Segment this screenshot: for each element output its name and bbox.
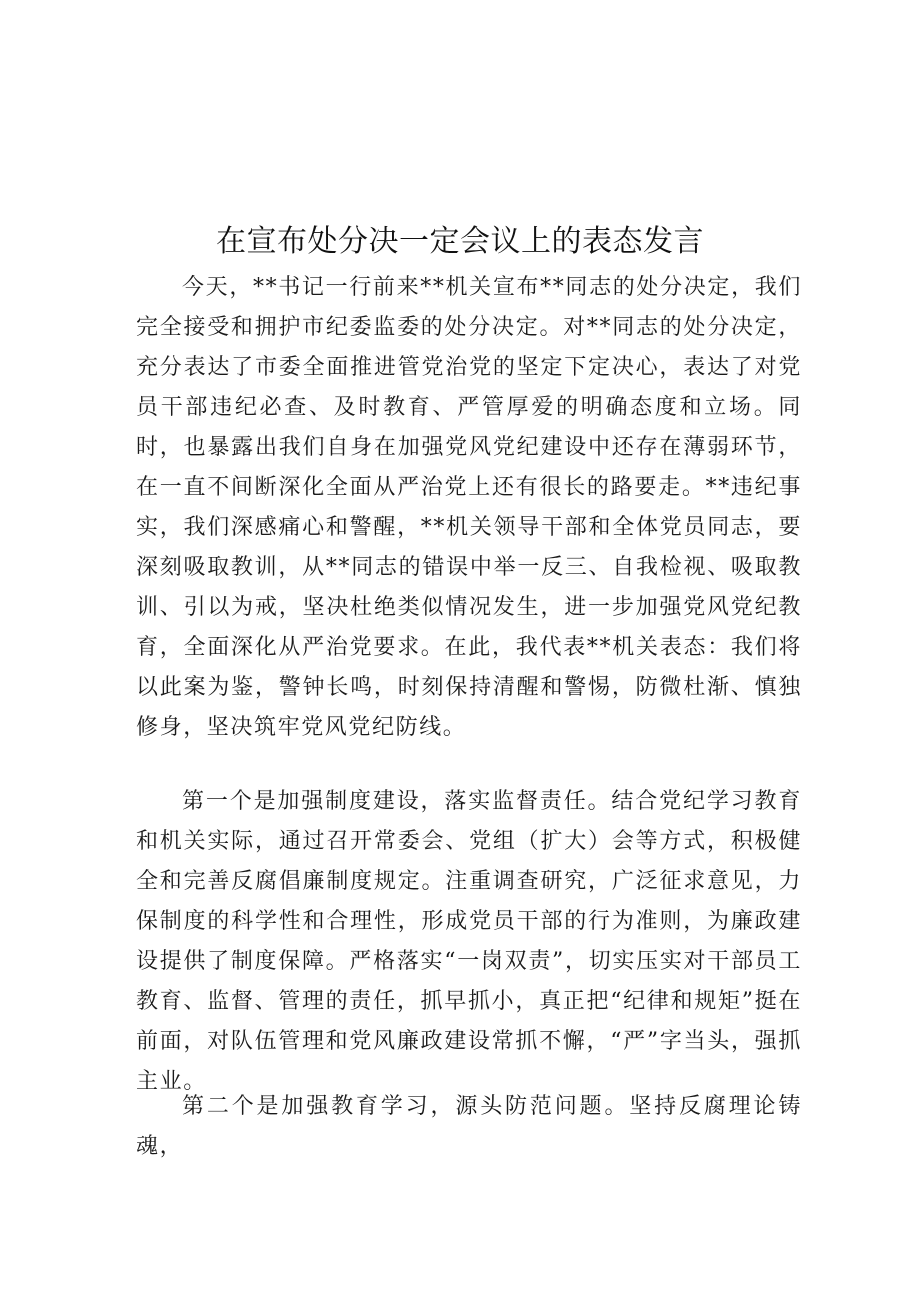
paragraph-point-two: 第二个是加强教育学习，源头防范问题。坚持反腐理论铸魂， — [136, 1094, 802, 1159]
document-title: 在宣布处分决一定会议上的表态发言 — [216, 224, 704, 259]
paragraph-intro: 今天，**书记一行前来**机关宣布**同志的处分决定，我们完全接受和拥护市纪委监委的处分决定。对**同志的处分决定，充分表达了市委全面推进管党治党的坚定下定决心，表达了对党员干部违纪必查、及时教育、严管厚爱的明确态度和立场。同时，也暴露出我们自身在加强党风党纪建设中还存在薄弱环节，在一直不间断深化全面从严治党上还有很长的路要走。**违纪事实，我们深感痛心和警醒，**机关领导干部和全体党员同志，要深刻吸取教训，从**同志的错误中举一反三、自我检视、吸取教训、引以为戒，坚决杜绝类似情况发生，进一步加强党风党纪教育，全面深化从严治党要求。在此，我代表**机关表态：我们将以此案为鉴，警钟长鸣，时刻保持清醒和警惕，防微杜渐、慎独修身，坚决筑牢党风党纪防线。 — [136, 275, 802, 740]
paragraph-point-one: 第一个是加强制度建设，落实监督责任。结合党纪学习教育和机关实际，通过召开常委会、党组（扩大）会等方式，积极健全和完善反腐倡廉制度规定。注重调查研究，广泛征求意见，力保制度的科学性和合理性，形成党员干部的行为准则，为廉政建设提供了制度保障。严格落实“一岗双责”，切实压实对干部员工教育、监督、管理的责任，抓早抓小，真正把“纪律和规矩”挺在前面，对队伍管理和党风廉政建设常抓不懈，“严”字当头，强抓主业。 — [136, 789, 802, 1094]
